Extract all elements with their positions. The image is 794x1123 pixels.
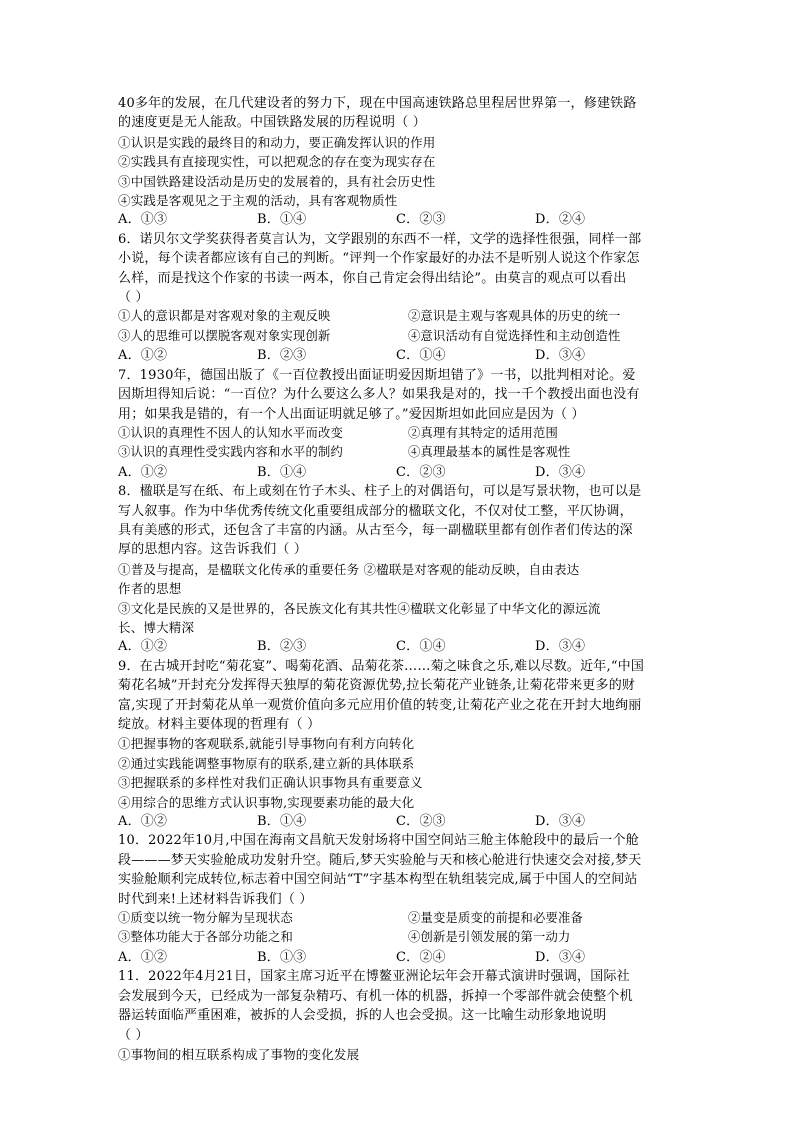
- q6-text-line-1: 6．诺贝尔文学奖获得者莫言认为，文学跟别的东西不一样，文学的选择性很强，同样一部: [118, 231, 642, 247]
- q10-statements-row-1: [118, 909, 678, 928]
- q6-option-b[interactable]: B．②③: [257, 348, 307, 364]
- q11-text-line-1: 11．2022年4月21日，国家主席习近平在博鳌亚洲论坛年会开幕式演讲时强调，国际社: [118, 969, 630, 985]
- q9-statement-1: ①把握事物的客观联系,就能引导事物向有利方向转化: [118, 736, 415, 752]
- q5-statement-4: ④实践是客观见之于主观的活动，具有客观物质性: [118, 193, 398, 209]
- q10-statement-1: ①质变以统一物分解为呈现状态: [118, 911, 293, 926]
- q5-statement-2: ②实践具有直接现实性，可以把观念的存在变为现实存在: [118, 154, 436, 170]
- q7-text-line-3: 用；如果我是错的，有一个人出面证明就足够了。”爱因斯坦如此回应是因为（ ）: [118, 406, 585, 422]
- q9-text-line-1: 9．在古城开封吃“菊花宴”、喝菊花酒、品菊花茶……菊之味食之乐,难以尽数。近年,“中国: [118, 658, 645, 674]
- q10-option-b[interactable]: B．①③: [257, 949, 307, 965]
- q7-statements-row-2: [118, 443, 678, 462]
- q10-text-line-1: 10．2022年10月,中国在海南文昌航天发射场将中国空间站三舱主体舱段中的最后一个舱: [118, 833, 639, 849]
- q11-statement-1: ①事物间的相互联系构成了事物的变化发展: [118, 1046, 360, 1062]
- q6-text-line-2: 小说，每个读者都应该有自己的判断。“评判一个作家最好的办法不是听别人说这个作家怎: [118, 251, 640, 267]
- q7-statement-2: ②真理有其特定的适用范围: [408, 425, 558, 440]
- q7-option-a[interactable]: A．①②: [118, 464, 168, 480]
- q9-statement-2: ②通过实践能调整事物原有的联系,建立新的具体联系: [118, 755, 415, 771]
- q9-text-line-3: 富,实现了开封菊花从单一观赏价值向多元应用价值的转变,让菊花产业之花在开封大地绚丽: [118, 697, 642, 713]
- q10-text-line-3: 实验舱顺利完成转位,标志着中国空间站“T”字基本构型在轨组装完成,属于中国人的空间站: [118, 872, 638, 888]
- q9-option-b[interactable]: B．①④: [257, 814, 307, 830]
- q8-option-c[interactable]: C．①④: [396, 639, 446, 655]
- q10-option-c[interactable]: C．②④: [396, 949, 446, 965]
- q6-option-d[interactable]: D．③④: [535, 348, 586, 364]
- q5-option-c[interactable]: C．②③: [396, 212, 446, 228]
- q10-statement-4: ④创新是引领发展的第一动力: [408, 930, 571, 945]
- q10-option-a[interactable]: A．①②: [118, 949, 168, 965]
- q10-text-line-4: 时代到来!上述材料告诉我们（ ）: [118, 891, 313, 907]
- q8-statement-line-2: 作者的思想: [118, 581, 182, 597]
- q6-text-line-4: （ ）: [118, 290, 149, 306]
- q9-text-line-4: 绽放。材料主要体现的哲理有（ ）: [118, 717, 321, 732]
- q6-statement-2: ②意识是主观与客观具体的历史的统一: [408, 309, 621, 324]
- q8-text-line-3: 具有美感的形式，还包含了丰富的内涵。从古至今，每一副楹联里都有创作者们传达的深: [118, 522, 633, 538]
- q10-statement-3: ③整体功能大于各部分功能之和: [118, 930, 293, 945]
- q8-text-line-1: 8．楹联是写在纸、布上或刻在竹子木头、柱子上的对偶语句，可以是写景状物，也可以是: [118, 484, 642, 500]
- q5-options: [118, 210, 678, 229]
- q7-text-line-2: 因斯坦得知后说：“一百位？为什么要这么多人？如果我是对的，找一千个教授出面也没有: [118, 387, 640, 403]
- q8-option-a[interactable]: A．①②: [118, 639, 168, 655]
- q6-statement-1: ①人的意识都是对客观对象的主观反映: [118, 309, 331, 324]
- q9-statement-4: ④用综合的思维方式认识事物,实现要素功能的最大化: [118, 794, 415, 810]
- exam-page: [118, 94, 678, 1064]
- q10-option-d[interactable]: D．③④: [535, 949, 586, 965]
- q7-statement-4: ④真理最基本的属性是客观性: [408, 445, 571, 460]
- q8-statement-line-3: ③文化是民族的又是世界的，各民族文化有其共性④楹联文化彰显了中华文化的源远流: [118, 600, 601, 616]
- q7-statements-row-1: [118, 424, 678, 443]
- q11-text-line-3: 器运转面临严重困难，被拆的人会受损，拆的人也会受损。这一比喻生动形象地说明: [118, 1008, 607, 1024]
- q9-option-a[interactable]: A．①②: [118, 814, 168, 830]
- q6-option-a[interactable]: A．①②: [118, 348, 168, 364]
- q6-statements-row-2: [118, 327, 678, 346]
- q10-text-line-2: 段———梦天实验舱成功发射升空。随后,梦天实验舱与天和核心舱进行快速交会对接,梦天: [118, 852, 642, 868]
- q8-option-b[interactable]: B．②③: [257, 639, 307, 655]
- q11-text-line-4: （ ）: [118, 1027, 149, 1043]
- q7-option-c[interactable]: C．②③: [396, 464, 446, 480]
- q5-statement-1: ①认识是实践的最终目的和动力，要正确发挥认识的作用: [118, 134, 436, 150]
- q5-option-b[interactable]: B．①④: [257, 212, 307, 228]
- q6-options: [118, 346, 678, 365]
- q7-text-line-1: 7．1930年，德国出版了《一百位教授出面证明爱因斯坦错了》一书，以批判相对论。爱: [118, 367, 636, 383]
- q5-statement-3: ③中国铁路建设活动是历史的发展着的，具有社会历史性: [118, 173, 436, 189]
- q5-text-line-1: 40多年的发展，在几代建设者的努力下，现在中国高速铁路总里程居世界第一，修建铁路: [118, 96, 637, 111]
- q8-option-d[interactable]: D．③④: [535, 639, 586, 655]
- q10-statement-2: ②量变是质变的前提和必要准备: [408, 911, 583, 926]
- q9-options: [118, 812, 678, 831]
- q9-text-line-2: 菊花名城”开封充分发挥得天独厚的菊花资源优势,拉长菊花产业链条,让菊花带来更多的财: [118, 678, 636, 694]
- q10-statements-row-2: [118, 928, 678, 947]
- q7-statement-1: ①认识的真理性不因人的认知水平而改变: [118, 425, 343, 440]
- q10-options: [118, 948, 678, 967]
- q6-text-line-3: 么样，而是找这个作家的书读一两本，你自己肯定会得出结论”。由莫言的观点可以看出: [118, 270, 627, 286]
- q9-statement-3: ③把握联系的多样性对我们正确认识事物具有重要意义: [118, 775, 423, 791]
- q6-statement-4: ④意识活动有自觉选择性和主动创造性: [408, 328, 621, 343]
- q7-options: [118, 463, 678, 482]
- q9-option-d[interactable]: D．③④: [535, 814, 586, 830]
- q6-statement-3: ③人的思维可以摆脱客观对象实现创新: [118, 328, 331, 343]
- q6-statements-row-1: [118, 307, 678, 326]
- q9-option-c[interactable]: C．②③: [396, 814, 446, 830]
- q7-statement-3: ③认识的真理性受实践内容和水平的制约: [118, 445, 343, 460]
- q8-options: [118, 637, 678, 656]
- q8-statement-line-4: 长、博大精深: [118, 619, 195, 635]
- q5-text-line-2: 的速度更是无人能敌。中国铁路发展的历程说明（ ）: [118, 115, 426, 131]
- q8-text-line-4: 厚的思想内容。这告诉我们（ ）: [118, 542, 308, 558]
- q5-option-d[interactable]: D．②④: [535, 212, 586, 228]
- q5-option-a[interactable]: A．①③: [118, 212, 168, 228]
- q8-statement-line-1: ①普及与提高，是楹联文化传承的重要任务 ②楹联是对客观的能动反映，自由表达: [118, 561, 580, 577]
- q11-text-line-2: 会发展到今天，已经成为一部复杂精巧、有机一体的机器，拆掉一个零部件就会使整个机: [118, 988, 633, 1004]
- q7-option-b[interactable]: B．①④: [257, 464, 307, 480]
- q6-option-c[interactable]: C．①④: [396, 348, 446, 364]
- q7-option-d[interactable]: D．③④: [535, 464, 586, 480]
- q8-text-line-2: 写人叙事。作为中华优秀传统文化重要组成部分的楹联文化，不仅对仗工整，平仄协调，: [118, 503, 633, 519]
